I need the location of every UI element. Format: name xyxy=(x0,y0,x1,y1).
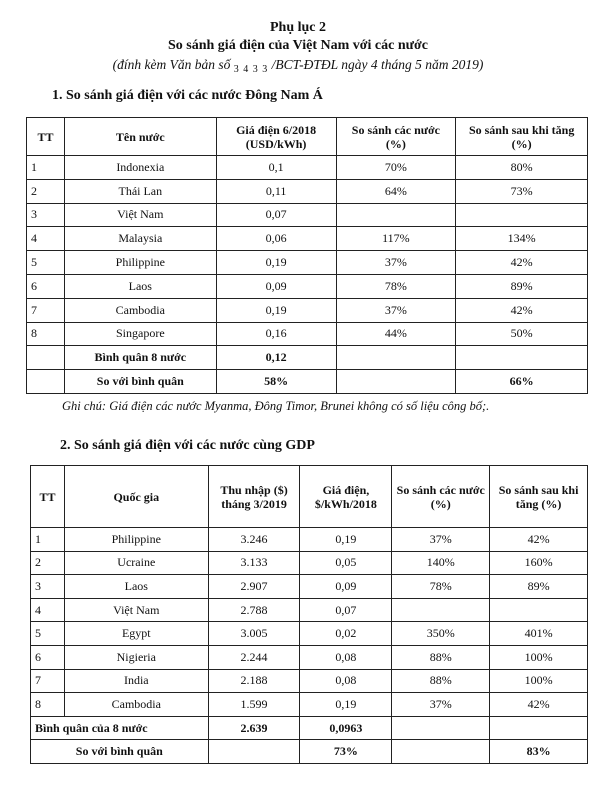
column-header: Giá điện, $/kWh/2018 xyxy=(300,466,392,528)
price-cell: 0,11 xyxy=(216,179,336,203)
country-name: Nigieria xyxy=(64,645,208,669)
row-number: 7 xyxy=(31,669,65,693)
after-increase-cell: 73% xyxy=(456,179,588,203)
comparison-cell: 78% xyxy=(336,274,456,298)
price-cell: 0,09 xyxy=(216,274,336,298)
country-name: Malaysia xyxy=(64,227,216,251)
comparison-cell: 37% xyxy=(336,251,456,275)
after-increase-cell xyxy=(456,203,588,227)
average-label: Bình quân của 8 nước xyxy=(31,716,209,740)
table-row xyxy=(27,227,588,251)
table-row xyxy=(31,551,588,575)
average-row xyxy=(27,346,588,370)
table-row xyxy=(31,598,588,622)
reference-prefix: (đính kèm Văn bản số xyxy=(112,57,231,72)
after-increase-cell: 134% xyxy=(456,227,588,251)
column-header: So sánh sau khi tăng (%) xyxy=(456,118,588,156)
country-name: Philippine xyxy=(64,251,216,275)
vs-average-value: 73% xyxy=(300,740,392,764)
price-cell: 0,1 xyxy=(216,156,336,180)
comparison-cell: 37% xyxy=(392,528,490,552)
average-label: Bình quân 8 nước xyxy=(64,346,216,370)
average-price: 0,12 xyxy=(216,346,336,370)
country-name: Singapore xyxy=(64,322,216,346)
comparison-cell: 88% xyxy=(392,645,490,669)
table-row xyxy=(31,575,588,599)
table-note: Ghi chú: Giá điện các nước Myanma, Đông Timor, Brunei không có số liệu công bố;. xyxy=(62,399,490,413)
column-header: So sánh các nước (%) xyxy=(392,466,490,528)
column-header: TT xyxy=(31,466,65,528)
column-header: So sánh sau khi tăng (%) xyxy=(490,466,588,528)
row-number: 7 xyxy=(27,298,65,322)
table-row xyxy=(27,203,588,227)
column-header: Giá điện 6/2018 (USD/kWh) xyxy=(216,118,336,156)
table-row xyxy=(27,251,588,275)
table-row xyxy=(27,298,588,322)
table-row xyxy=(27,179,588,203)
document-reference xyxy=(0,57,596,75)
asean-price-table xyxy=(26,117,588,394)
average-price: 0,0963 xyxy=(300,716,392,740)
empty-cell xyxy=(392,740,490,764)
row-number: 2 xyxy=(27,179,65,203)
after-increase-cell: 100% xyxy=(490,645,588,669)
empty-cell xyxy=(336,370,456,394)
row-number: 6 xyxy=(27,274,65,298)
price-cell: 0,05 xyxy=(300,551,392,575)
after-increase-cell: 42% xyxy=(490,693,588,717)
table-row xyxy=(31,669,588,693)
income-cell: 3.005 xyxy=(208,622,300,646)
section2-heading: 2. So sánh giá điện với các nước cùng GDP xyxy=(60,438,315,453)
table-row xyxy=(31,622,588,646)
row-number: 4 xyxy=(31,598,65,622)
after-increase-cell: 89% xyxy=(456,274,588,298)
column-header: Thu nhập ($) tháng 3/2019 xyxy=(208,466,300,528)
vs-average-row xyxy=(27,370,588,394)
comparison-cell xyxy=(392,598,490,622)
country-name: Laos xyxy=(64,274,216,298)
table-header-row xyxy=(27,118,588,156)
comparison-cell: 37% xyxy=(392,693,490,717)
vs-average-after: 83% xyxy=(490,740,588,764)
income-cell: 2.788 xyxy=(208,598,300,622)
row-number: 3 xyxy=(31,575,65,599)
price-cell: 0,19 xyxy=(216,251,336,275)
table-header-row xyxy=(31,466,588,528)
row-number: 3 xyxy=(27,203,65,227)
price-cell: 0,08 xyxy=(300,669,392,693)
country-name: Ucraine xyxy=(64,551,208,575)
empty-cell xyxy=(208,740,300,764)
price-cell: 0,16 xyxy=(216,322,336,346)
after-increase-cell: 80% xyxy=(456,156,588,180)
gdp-price-table xyxy=(30,465,588,764)
empty-cell xyxy=(490,716,588,740)
comparison-cell xyxy=(336,203,456,227)
table-row xyxy=(31,528,588,552)
empty-cell xyxy=(336,346,456,370)
country-name: Egypt xyxy=(64,622,208,646)
country-name: Thái Lan xyxy=(64,179,216,203)
price-cell: 0,19 xyxy=(216,298,336,322)
table-row xyxy=(27,274,588,298)
after-increase-cell: 42% xyxy=(456,251,588,275)
vs-average-row xyxy=(31,740,588,764)
price-cell: 0,19 xyxy=(300,528,392,552)
after-increase-cell xyxy=(490,598,588,622)
country-name: Việt Nam xyxy=(64,203,216,227)
price-cell: 0,08 xyxy=(300,645,392,669)
appendix-subtitle: So sánh giá điện của Việt Nam với các nước xyxy=(168,38,428,53)
after-increase-cell: 50% xyxy=(456,322,588,346)
comparison-cell: 350% xyxy=(392,622,490,646)
comparison-cell: 140% xyxy=(392,551,490,575)
row-number: 8 xyxy=(31,693,65,717)
row-number: 5 xyxy=(31,622,65,646)
column-header: So sánh các nước (%) xyxy=(336,118,456,156)
row-number: 1 xyxy=(27,156,65,180)
after-increase-cell: 160% xyxy=(490,551,588,575)
row-number: 1 xyxy=(31,528,65,552)
vs-average-value: 58% xyxy=(216,370,336,394)
price-cell: 0,06 xyxy=(216,227,336,251)
country-name: Việt Nam xyxy=(64,598,208,622)
column-header: Quốc gia xyxy=(64,466,208,528)
comparison-cell: 117% xyxy=(336,227,456,251)
row-number: 5 xyxy=(27,251,65,275)
reference-suffix: /BCT-ĐTĐL ngày 4 tháng 5 năm 2019) xyxy=(271,57,484,72)
comparison-cell: 37% xyxy=(336,298,456,322)
price-cell: 0,19 xyxy=(300,693,392,717)
country-name: Philippine xyxy=(64,528,208,552)
row-number: 6 xyxy=(31,645,65,669)
column-header: Tên nước xyxy=(64,118,216,156)
after-increase-cell: 100% xyxy=(490,669,588,693)
after-increase-cell: 89% xyxy=(490,575,588,599)
comparison-cell: 44% xyxy=(336,322,456,346)
after-increase-cell: 401% xyxy=(490,622,588,646)
row-number: 8 xyxy=(27,322,65,346)
after-increase-cell: 42% xyxy=(490,528,588,552)
price-cell: 0,07 xyxy=(300,598,392,622)
price-cell: 0,07 xyxy=(216,203,336,227)
empty-cell xyxy=(456,346,588,370)
section1-heading: 1. So sánh giá điện với các nước Đông Nam Á xyxy=(52,88,323,103)
average-income: 2.639 xyxy=(208,716,300,740)
empty-cell xyxy=(27,370,65,394)
reference-number: 3 4 3 3 xyxy=(233,64,269,75)
appendix-title: Phụ lục 2 xyxy=(269,20,326,35)
comparison-cell: 78% xyxy=(392,575,490,599)
vs-average-label: So với bình quân xyxy=(64,370,216,394)
income-cell: 3.246 xyxy=(208,528,300,552)
country-name: Cambodia xyxy=(64,693,208,717)
column-header: TT xyxy=(27,118,65,156)
table-row xyxy=(27,156,588,180)
comparison-cell: 64% xyxy=(336,179,456,203)
row-number: 4 xyxy=(27,227,65,251)
country-name: Laos xyxy=(64,575,208,599)
table-row xyxy=(27,322,588,346)
income-cell: 2.907 xyxy=(208,575,300,599)
vs-average-label: So với bình quân xyxy=(31,740,209,764)
empty-cell xyxy=(392,716,490,740)
income-cell: 3.133 xyxy=(208,551,300,575)
price-cell: 0,02 xyxy=(300,622,392,646)
income-cell: 2.188 xyxy=(208,669,300,693)
country-name: Indonexia xyxy=(64,156,216,180)
table-row xyxy=(31,645,588,669)
country-name: Cambodia xyxy=(64,298,216,322)
average-row xyxy=(31,716,588,740)
after-increase-cell: 42% xyxy=(456,298,588,322)
table-row xyxy=(31,693,588,717)
comparison-cell: 88% xyxy=(392,669,490,693)
price-cell: 0,09 xyxy=(300,575,392,599)
comparison-cell: 70% xyxy=(336,156,456,180)
income-cell: 1.599 xyxy=(208,693,300,717)
vs-average-after: 66% xyxy=(456,370,588,394)
income-cell: 2.244 xyxy=(208,645,300,669)
empty-cell xyxy=(27,346,65,370)
country-name: India xyxy=(64,669,208,693)
row-number: 2 xyxy=(31,551,65,575)
